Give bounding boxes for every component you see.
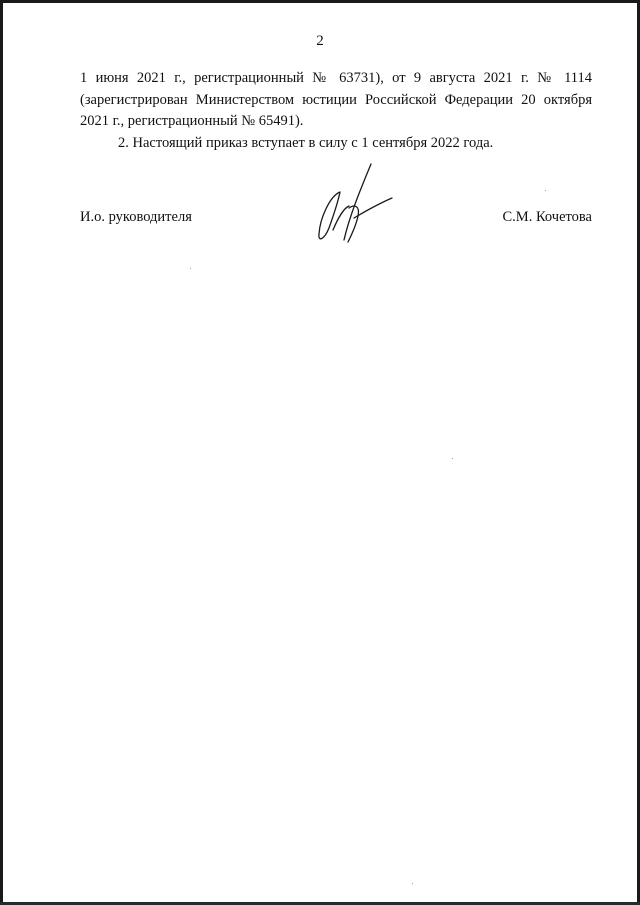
text-line: 2021 г., регистрационный № 65491). [80,113,304,129]
page-number: 2 [316,33,324,49]
scan-edge-top [0,0,640,3]
handwritten-signature-icon [300,156,410,246]
paragraph-effective-date: 2. Настоящий приказ вступает в силу с 1 сентября 2022 года. [118,134,494,151]
text-line: 1 июня 2021 г., регистрационный № 63731), от 9 августа 2021 г. № 1114 [80,70,592,86]
signatory-position: И.о. руководителя [80,209,192,225]
scan-speck [190,268,191,269]
paragraph-continuation [80,68,592,133]
text-line: (зарегистрирован Министерством юстиции Российской Федерации 20 октября [80,91,592,108]
signatory-name: С.М. Кочетова [502,209,592,225]
scan-speck [545,190,546,191]
scan-speck [452,458,453,459]
body-text [80,68,592,154]
scan-speck [412,883,413,884]
scan-edge-left [0,0,3,905]
